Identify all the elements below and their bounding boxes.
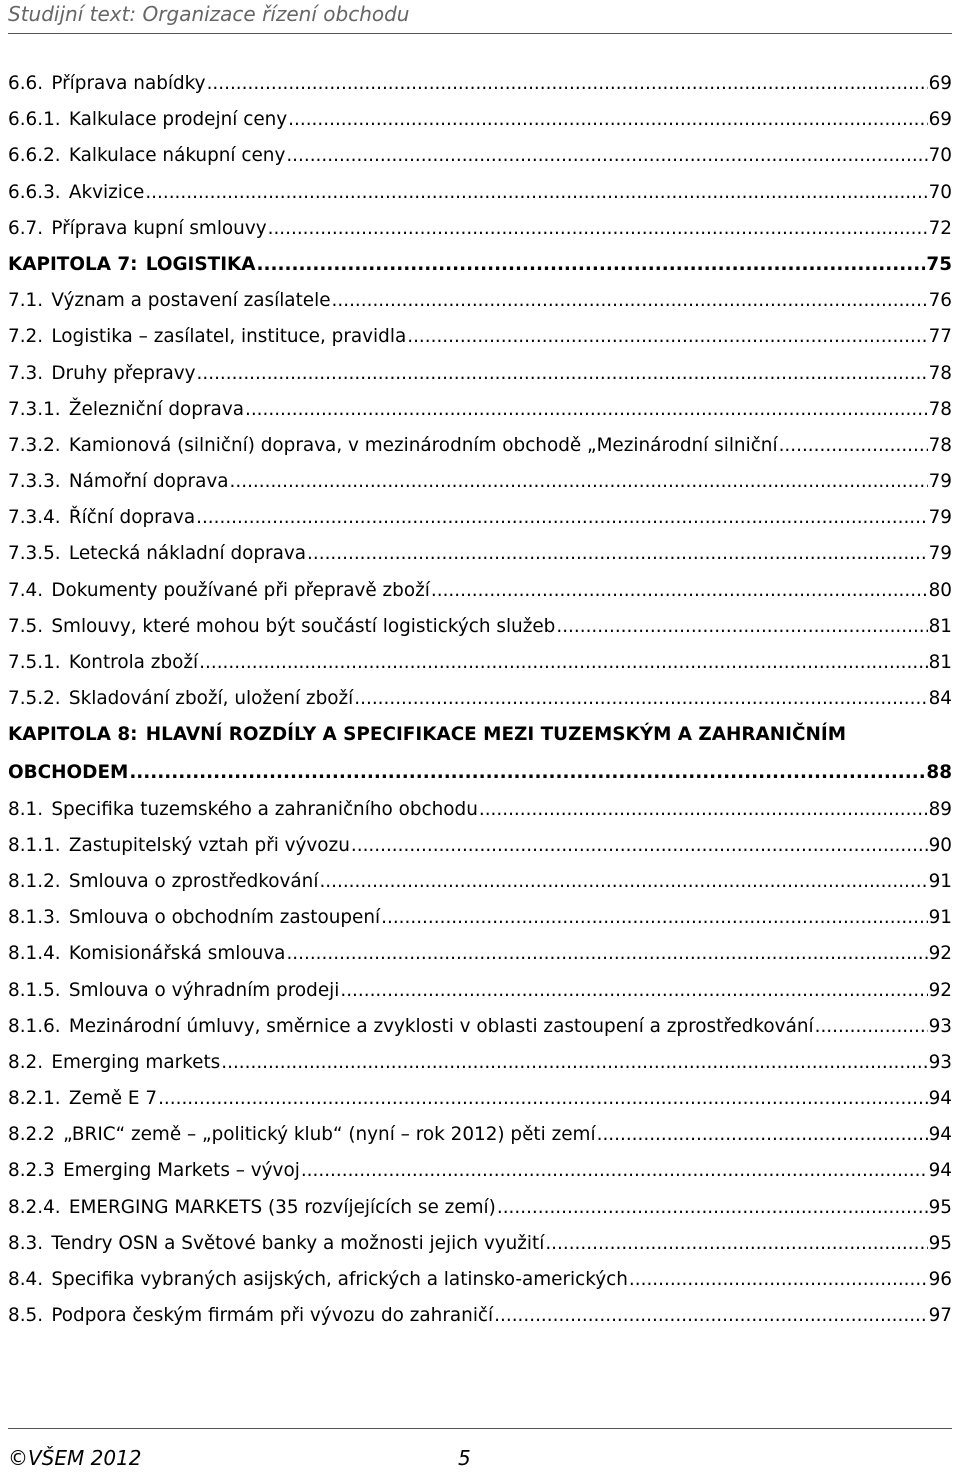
header-rule (8, 33, 952, 34)
toc-entry[interactable] (8, 828, 952, 864)
toc-entry-title: Podpora českým firmám při vývozu do zahraničí (51, 1305, 494, 1327)
page-footer (8, 1428, 952, 1468)
toc-dot-leader (245, 392, 928, 428)
toc-entry-page: 70 (928, 145, 952, 167)
toc-entry[interactable] (8, 681, 952, 717)
toc-entry-page: 80 (928, 579, 952, 601)
toc-entry-number: 7.3.2. (8, 434, 61, 456)
toc-dot-leader (629, 1262, 928, 1298)
toc-entry[interactable] (8, 1009, 952, 1045)
toc-entry-number: 8.1.5. (8, 979, 61, 1001)
toc-entry[interactable] (8, 102, 952, 138)
toc-entry-page: 90 (928, 834, 952, 856)
toc-entry-title: Emerging markets (51, 1051, 221, 1073)
toc-entry-title: „BRIC“ země – „politický klub“ (nyní – rok 2012) pěti zemí (63, 1124, 596, 1146)
toc-entry-number: 8.1.4. (8, 943, 61, 965)
toc-entry[interactable] (8, 1045, 952, 1081)
toc-entry-title: Specifika vybraných asijských, afrických a latinsko-amerických (51, 1269, 628, 1290)
toc-entry-title: Příprava kupní smlouvy (51, 217, 267, 239)
toc-entry-title: Železniční doprava (68, 398, 244, 420)
toc-entry-number: 7.3.5. (8, 543, 61, 565)
toc-entry-page: 79 (928, 507, 952, 529)
toc-entry-page: 81 (928, 615, 952, 637)
toc-dot-leader (286, 138, 927, 174)
toc-entry-title: Zastupitelský vztah při vývozu (68, 834, 350, 856)
toc-entry-number: 8.3. (8, 1232, 44, 1254)
toc-entry-title: Logistika – zasílatel, instituce, pravidla (51, 326, 407, 348)
toc-entry[interactable] (8, 1226, 952, 1262)
toc-entry-number: 8.1.1. (8, 834, 61, 856)
toc-entry-title: Specifika tuzemského a zahraničního obchodu (51, 798, 478, 820)
toc-entry[interactable] (8, 356, 952, 392)
toc-entry-title: Kamionová (silniční) doprava, v mezinárodním obchodě „Mezinárodní silniční (68, 434, 778, 456)
toc-entry[interactable] (8, 792, 952, 828)
toc-entry-page: 77 (928, 326, 952, 348)
toc-entry-title: Říční doprava (68, 507, 196, 529)
toc-entry-page: 79 (928, 543, 952, 565)
toc-entry-page: 79 (928, 471, 952, 493)
toc-entry-number: 8.2.4. (8, 1196, 61, 1218)
toc-dot-leader (196, 500, 927, 536)
toc-entry-title: Akvizice (68, 181, 145, 203)
toc-entry-number: 8.4. (8, 1269, 44, 1290)
toc-entry-page: 78 (928, 398, 952, 420)
toc-entry-number: 8.1.6. (8, 1015, 61, 1037)
toc-entry-page: 93 (928, 1015, 952, 1037)
toc-entry-page: 70 (928, 181, 952, 203)
toc-entry-title: Smlouvy, které mohou být součástí logistických služeb (51, 615, 556, 637)
toc-entry-page: 95 (928, 1196, 952, 1218)
toc-entry[interactable] (8, 936, 952, 972)
toc-entry-page: 93 (928, 1051, 952, 1073)
toc-entry[interactable] (8, 283, 952, 319)
toc-entry[interactable] (8, 1298, 952, 1334)
toc-dot-leader (301, 1153, 928, 1189)
toc-entry[interactable] (8, 1153, 952, 1189)
toc-entry-number: 8.2.2 (8, 1124, 55, 1146)
toc-entry-page: 75 (926, 253, 952, 275)
toc-entry-title: Dokumenty používané při přepravě zboží (51, 579, 430, 601)
toc-entry-title: Komisionářská smlouva (68, 943, 286, 965)
toc-entry-number: 7.4. (8, 579, 44, 601)
toc-entry[interactable] (8, 900, 952, 936)
toc-dot-leader (597, 1117, 928, 1153)
toc-entry-title: Kontrola zboží (68, 652, 199, 673)
toc-dot-leader (497, 1190, 928, 1226)
toc-entry-number: 8.1. (8, 798, 44, 820)
toc-entry-page: 96 (928, 1269, 952, 1290)
footer-copyright: ©VŠEM 2012 (8, 1446, 142, 1470)
toc-entry-number: 7.2. (8, 326, 44, 348)
toc-dot-leader (158, 1081, 928, 1117)
toc-dot-leader (257, 247, 926, 283)
toc-entry-number: 7.1. (8, 290, 44, 312)
toc-entry-number: KAPITOLA 8: (8, 724, 138, 746)
toc-entry-title: Mezinárodní úmluvy, směrnice a zvyklosti v oblasti zastoupení a zprostředkování (68, 1015, 814, 1037)
toc-dot-leader (129, 755, 925, 791)
toc-entry[interactable] (8, 645, 952, 681)
toc-entry[interactable] (8, 66, 952, 102)
toc-entry[interactable] (8, 609, 952, 645)
toc-dot-leader (779, 428, 928, 464)
toc-entry-page: 97 (928, 1305, 952, 1327)
toc-dot-leader (197, 356, 928, 392)
toc-dot-leader (307, 536, 928, 572)
toc-entry-number: 7.5.2. (8, 688, 61, 710)
toc-entry-number: 7.3.4. (8, 507, 61, 529)
toc-entry[interactable] (8, 392, 952, 428)
toc-entry-number: 8.1.3. (8, 907, 61, 929)
toc-entry-title: Námořní doprava (68, 471, 229, 493)
toc-entry-number: 8.2.1. (8, 1088, 61, 1110)
toc-dot-leader (286, 936, 927, 972)
toc-dot-leader (815, 1009, 928, 1045)
toc-dot-leader (207, 66, 928, 102)
toc-entry-title: Země E 7 (68, 1088, 158, 1110)
toc-dot-leader (407, 319, 927, 355)
toc-entry-title: Význam a postavení zasílatele (51, 290, 331, 312)
toc-entry-title: Smlouva o obchodním zastoupení (68, 907, 381, 929)
toc-entry[interactable] (8, 211, 952, 247)
toc-entry-page: 92 (928, 979, 952, 1001)
footer-page-number: 5 (458, 1446, 471, 1470)
toc-entry-number: KAPITOLA 7: (8, 253, 138, 275)
toc-entry[interactable] (8, 973, 952, 1009)
toc-entry[interactable] (8, 428, 952, 464)
toc-entry-number: 6.6.2. (8, 145, 61, 167)
toc-dot-leader (351, 828, 928, 864)
toc-entry-number: 8.2. (8, 1051, 44, 1073)
toc-entry-page: 88 (926, 762, 952, 784)
toc-dot-leader (332, 283, 928, 319)
toc-dot-leader (288, 102, 927, 138)
toc-entry-title: LOGISTIKA (145, 253, 256, 275)
toc-dot-leader (479, 792, 928, 828)
toc-entry[interactable] (8, 464, 952, 500)
toc-entry-page: 94 (928, 1124, 952, 1146)
toc-entry-page: 95 (928, 1232, 952, 1254)
toc-entry[interactable] (8, 1262, 952, 1298)
toc-entry-page: 91 (928, 870, 952, 892)
toc-entry-title: Smlouva o výhradním prodeji (68, 979, 340, 1001)
page-header (8, 0, 952, 40)
toc-dot-leader (319, 864, 927, 900)
toc-entry-page: 94 (928, 1160, 952, 1182)
toc-dot-leader (556, 609, 927, 645)
toc-entry-title: Kalkulace nákupní ceny (68, 145, 286, 167)
toc-entry-page: 69 (928, 73, 952, 94)
toc-entry-title: Příprava nabídky (51, 73, 206, 94)
toc-dot-leader (230, 464, 928, 500)
toc-entry-page: 78 (928, 434, 952, 456)
toc-dot-leader (340, 973, 927, 1009)
toc-entry[interactable] (8, 1117, 952, 1153)
toc-chapter-entry[interactable] (8, 755, 952, 791)
toc-dot-leader (431, 573, 928, 609)
toc-entry-title: Tendry OSN a Světové banky a možnosti jejich využití (51, 1232, 545, 1254)
toc-entry[interactable] (8, 175, 952, 211)
toc-entry-page: 76 (928, 290, 952, 312)
toc-entry-number: 8.2.3 (8, 1160, 55, 1182)
toc-dot-leader (268, 211, 928, 247)
toc-entry-number: 8.1.2. (8, 870, 61, 892)
toc-dot-leader (199, 645, 927, 681)
toc-entry[interactable] (8, 1081, 952, 1117)
toc-dot-leader (354, 681, 927, 717)
toc-entry-title: Smlouva o zprostředkování (68, 870, 319, 892)
toc-entry-number: 6.6.3. (8, 181, 61, 203)
header-title: Studijní text: Organizace řízení obchodu (8, 2, 410, 26)
toc-entry-title: Letecká nákladní doprava (68, 543, 307, 565)
toc-dot-leader (145, 175, 927, 211)
toc-entry-number: 7.3.1. (8, 398, 61, 420)
toc-entry-page: 91 (928, 907, 952, 929)
toc-dot-leader (545, 1226, 927, 1262)
toc-entry-title: OBCHODEM (8, 762, 129, 784)
toc-entry-number: 8.5. (8, 1305, 44, 1327)
toc-entry-page: 84 (928, 688, 952, 710)
toc-entry-title: Druhy přepravy (51, 362, 196, 384)
toc-entry-title: Skladování zboží, uložení zboží (68, 688, 354, 710)
toc-entry-page: 69 (928, 109, 952, 131)
toc-entry[interactable] (8, 319, 952, 355)
toc-dot-leader (381, 900, 927, 936)
toc-entry-page: 92 (928, 943, 952, 965)
toc-entry[interactable] (8, 573, 952, 609)
toc-entry-number: 6.6. (8, 73, 44, 94)
toc-entry-number: 7.3. (8, 362, 44, 384)
toc-entry-page: 78 (928, 362, 952, 384)
toc-entry-number: 7.3.3. (8, 471, 61, 493)
table-of-contents (8, 66, 952, 1334)
toc-entry[interactable] (8, 500, 952, 536)
footer-rule (8, 1428, 952, 1429)
toc-entry[interactable] (8, 138, 952, 174)
toc-dot-leader (221, 1045, 927, 1081)
toc-entry-title: EMERGING MARKETS (35 rozvíjejících se zemí) (68, 1196, 496, 1218)
toc-entry[interactable] (8, 536, 952, 572)
toc-entry-number: 6.7. (8, 217, 44, 239)
toc-entry-number: 6.6.1. (8, 109, 61, 131)
toc-entry-title: Emerging Markets – vývoj (63, 1160, 300, 1182)
toc-dot-leader (494, 1298, 927, 1334)
toc-entry-number: 7.5.1. (8, 652, 61, 673)
toc-chapter-entry[interactable] (8, 247, 952, 283)
toc-entry-page: 72 (928, 217, 952, 239)
toc-entry-title: Kalkulace prodejní ceny (68, 109, 288, 131)
toc-entry-page: 81 (928, 652, 952, 673)
toc-entry-title: HLAVNÍ ROZDÍLY A SPECIFIKACE MEZI TUZEMSKÝM A ZAHRANIČNÍM (145, 724, 847, 746)
toc-entry-page: 94 (928, 1088, 952, 1110)
toc-entry[interactable] (8, 1190, 952, 1226)
toc-entry[interactable] (8, 864, 952, 900)
toc-entry-number: 7.5. (8, 615, 44, 637)
toc-entry-page: 89 (928, 798, 952, 820)
toc-chapter-entry[interactable] (8, 717, 952, 755)
